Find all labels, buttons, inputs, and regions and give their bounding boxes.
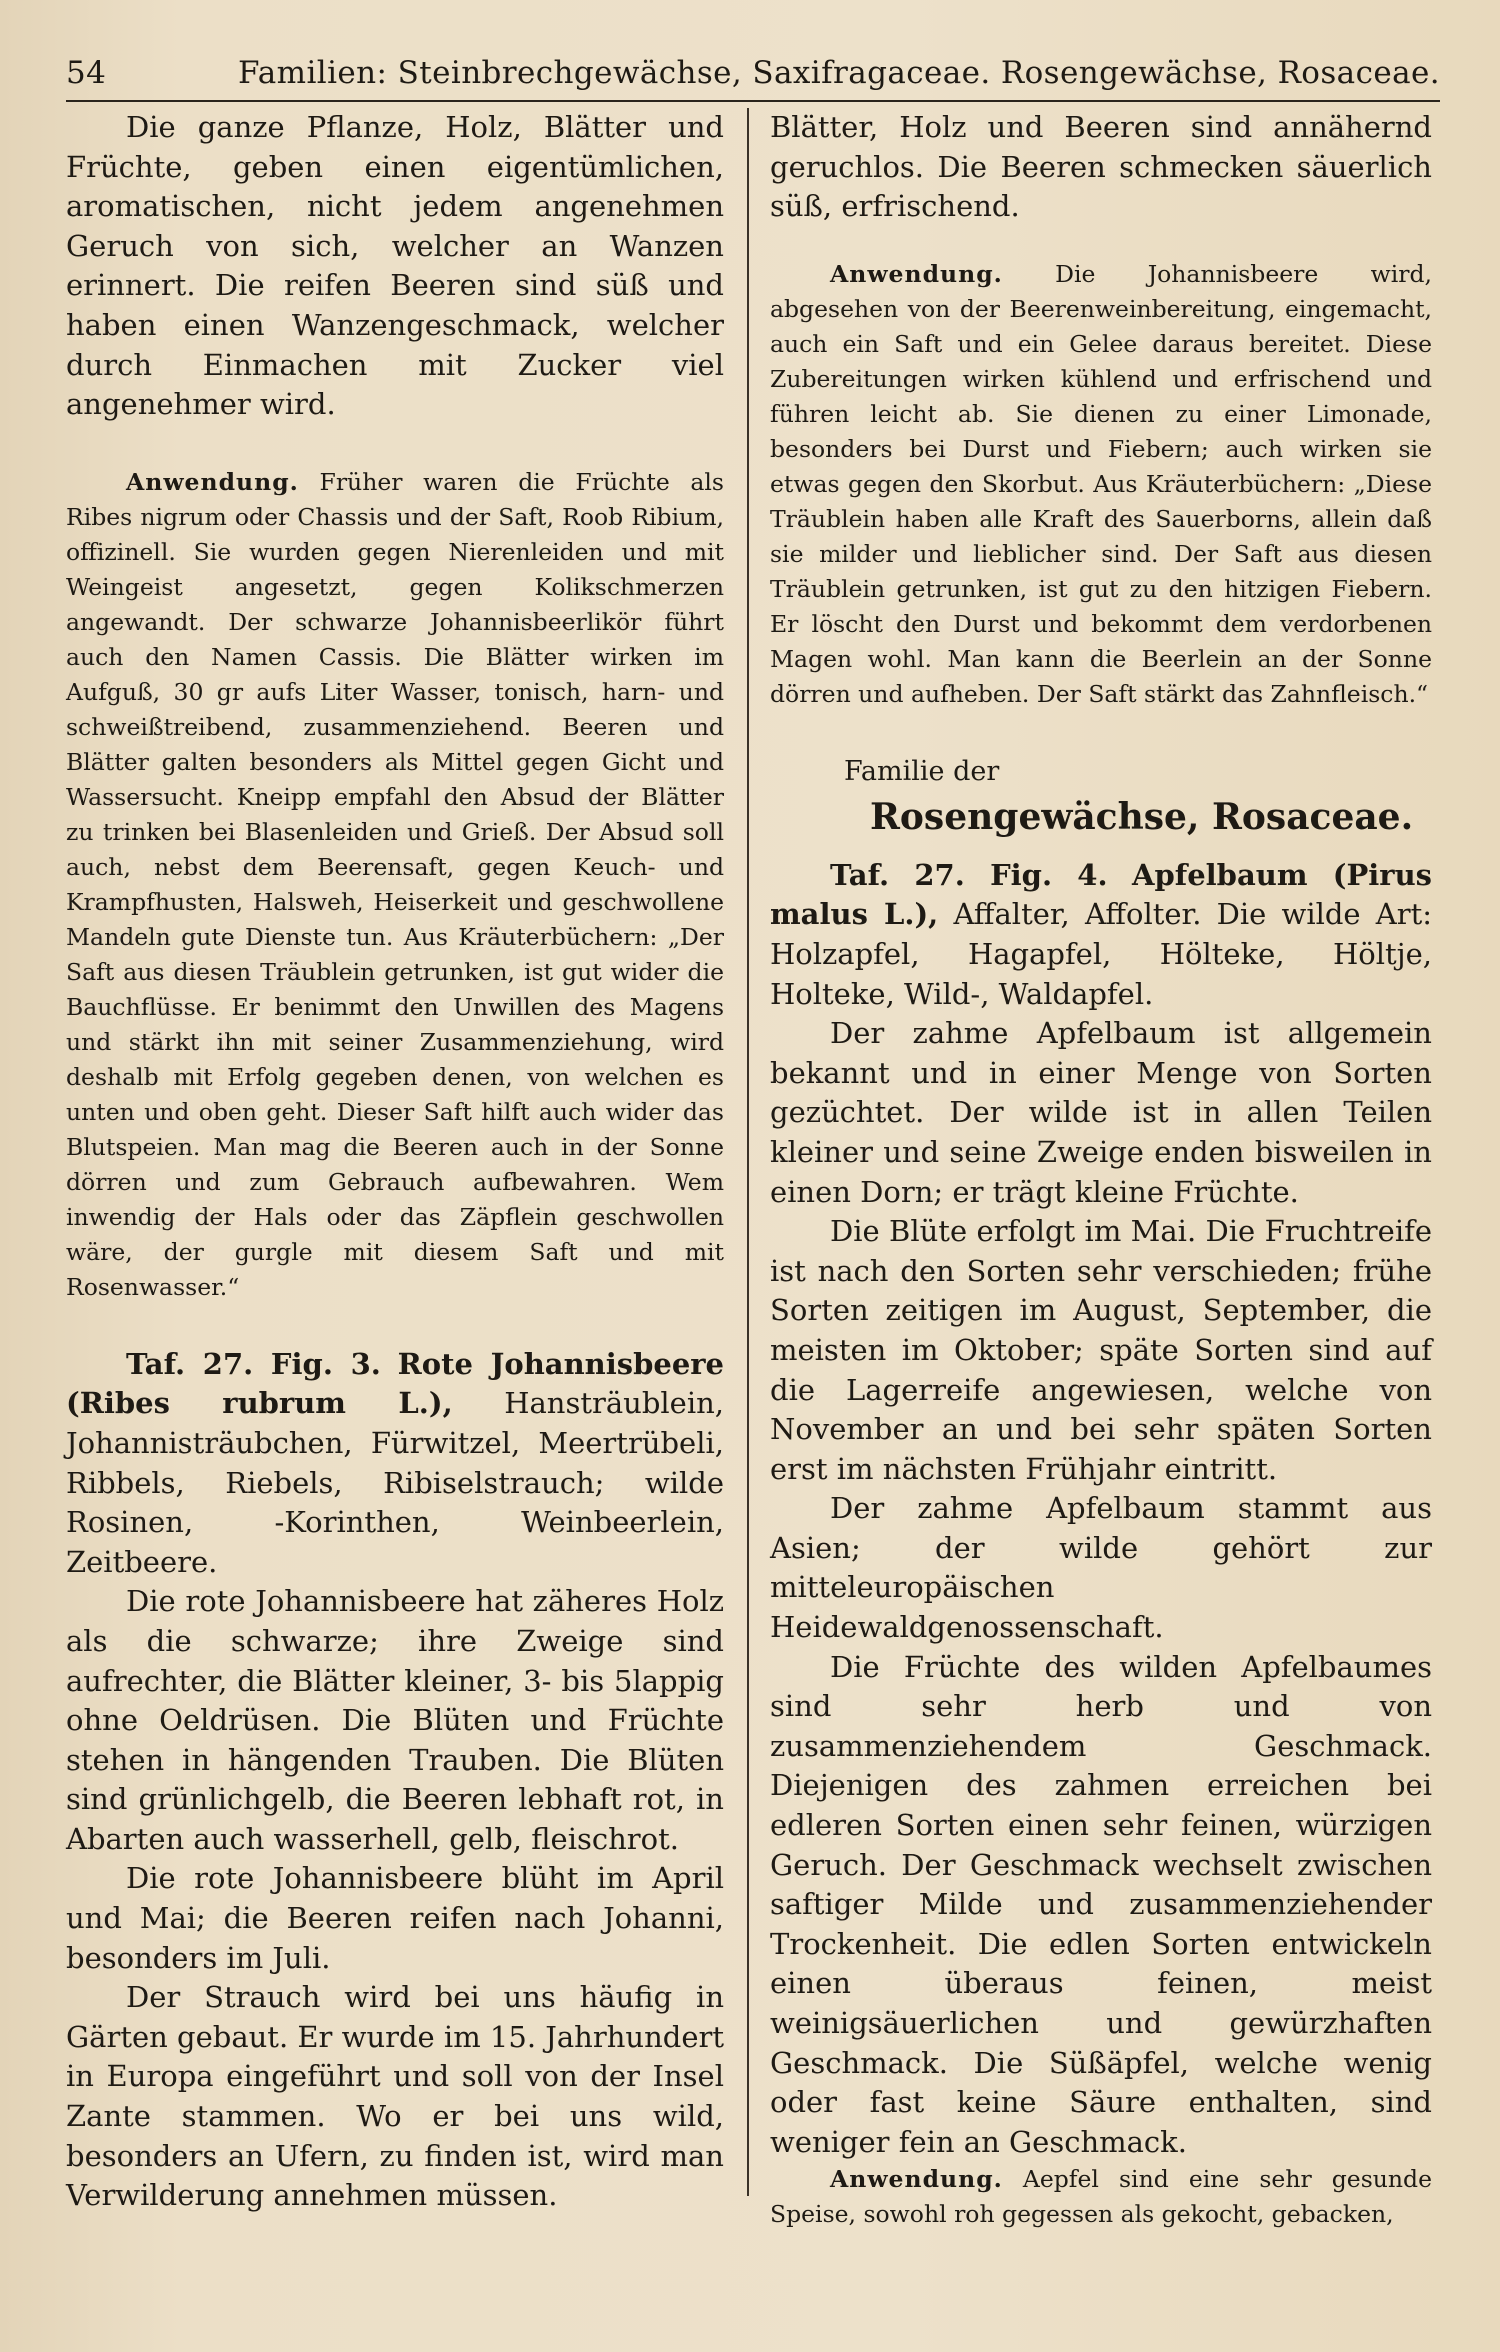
anwendung-schwarze [66, 465, 724, 1305]
right-column [770, 108, 1432, 2232]
anwendung-label: Anwendung. [126, 467, 299, 496]
page-number: 54 [66, 55, 107, 91]
species-synonyms: Affalter, Affolter. Die wilde Art: Holzapfel, Hagapfel, Hölteke, Höltje, Holteke, Wild-, Waldapfel. [770, 897, 1433, 1011]
anwendung-rote [770, 257, 1432, 712]
paragraph-apfel-geschmack: Die Früchte des wilden Apfelbaumes sind sehr herb und von zusammenziehendem Geschmack. Diejenigen des zahmen erreichen bei edleren Sorten einen sehr feinen, würzigen Geruch. Der Geschmack wechselt zwischen saftiger Milde und zusammenziehender Trockenheit. Die edlen Sorten entwickeln einen überaus feinen, meist weinigsäuerlichen und gewürzhaften Geschmack. Die Süßäpfel, welche wenig oder fast keine Säure enthalten, sind weniger fein an Geschmack. [770, 1649, 1432, 2159]
family-title: Rosengewächse, Rosaceae. [870, 795, 1414, 838]
species-name: Rote Johannisbeere (Ribes rubrum L.), [66, 1346, 724, 1421]
paragraph-apfel-herkunft: Der zahme Apfelbaum stammt aus Asien; der wilde gehört zur mitteleuropäischen Heidewaldgenossenschaft. [770, 1491, 1432, 1645]
running-title: Familien: Steinbrechgewächse, Saxifragaceae. Rosengewächse, Rosaceae. [238, 55, 1440, 91]
paragraph-apfel-beschreibung: Der zahme Apfelbaum ist allgemein bekannt und in einer Menge von Sorten gezüchtet. Der wilde ist in allen Teilen kleiner und seine Zweige enden bisweilen in einen Dorn; er trägt kleine Früchte. [770, 1016, 1432, 1209]
paragraph-rote-herkunft: Der Strauch wird bei uns häufig in Gärten gebaut. Er wurde im 15. Jahrhundert in Europa eingeführt und soll von der Insel Zante stammen. Wo er bei uns wild, besonders an Ufern, zu finden ist, wird man Verwilderung annehmen müssen. [66, 1980, 724, 2213]
species-name: Apfelbaum (Pirus malus L.), [770, 857, 1432, 932]
paragraph-rote-bluete: Die rote Johannisbeere blüht im April und Mai; die Beeren reifen nach Johanni, besonders im Juli. [66, 1861, 724, 1975]
paragraph-schwarze-geruch: Die ganze Pflanze, Holz, Blätter und Früchte, geben einen eigentümlichen, aromatischen, nicht jedem angenehmen Geruch von sich, welcher an Wanzen erinnert. Die reifen Beeren sind süß und haben einen Wanzengeschmack, welcher durch Einmachen mit Zucker viel angenehmer wird. [66, 110, 724, 422]
anwendung-apfel [770, 2162, 1432, 2232]
running-header [66, 50, 1440, 96]
anwendung-text: Aepfel sind eine sehr gesunde Speise, sowohl roh gegessen als gekocht, gebacken, [770, 2165, 1432, 2229]
paragraph-rote-geruch: Blätter, Holz und Beeren sind annähernd geruchlos. Die Beeren schmecken säuerlich süß, erfrischend. [770, 110, 1432, 224]
family-label: Familie der [844, 755, 1000, 787]
anwendung-label: Anwendung. [830, 2165, 1003, 2194]
column-divider [747, 108, 749, 2196]
left-column [66, 108, 724, 2216]
paragraph-rote-beschreibung: Die rote Johannisbeere hat zäheres Holz als die schwarze; ihre Zweige sind aufrechter, die Blätter kleiner, 3- bis 5lappig ohne Oeldrüsen. Die Blüten und Früchte stehen in hängenden Trauben. Die Blüten sind grünlichgelb, die Beeren lebhaft rot, in Abarten auch wasserhell, gelb, fleischrot. [66, 1584, 724, 1856]
plate-reference: Taf. 27. Fig. 4. [830, 857, 1108, 892]
entry-rote-johannisbeere [66, 1345, 724, 1583]
anwendung-text: Früher waren die Früchte als Ribes nigrum oder Chassis und der Saft, Roob Ribium, offizinell. Sie wurden gegen Nierenleiden und mit Weingeist angesetzt, gegen Kolikschmerzen angewandt. Der schwarze Johannisbeerlikör führt auch den Namen Cassis. Die Blätter wirken im Aufguß, 30 gr aufs Liter Wasser, tonisch, harn- und schweißtreibend, zusammenziehend. Beeren und Blätter galten besonders als Mittel gegen Gicht und Wassersucht. Kneipp empfahl den Absud der Blätter zu trinken bei Blasenleiden und Grieß. Der Absud soll auch, nebst dem Beerensaft, gegen Keuch- und Krampfhusten, Halsweh, Heiserkeit und geschwollene Mandeln gute Dienste tun. Aus Kräuterbüchern: „Der Saft aus diesen Träublein getrunken, ist gut wider die Bauchflüsse. Er benimmt den Unwillen des Magens und stärkt ihn mit seiner Zusammenziehung, wird deshalb mit Erfolg gegeben denen, von welchen es unten und oben geht. Dieser Saft hilft auch wider das Blutspeien. Man mag die Beeren auch in der Sonne dörren und zum Gebrauch aufbewahren. Wem inwendig der Hals oder das Zäpflein geschwollen wäre, der gurgle mit diesem Saft und mit Rosenwasser.“ [66, 467, 724, 1301]
anwendung-label: Anwendung. [830, 259, 1003, 288]
paragraph-apfel-bluete: Die Blüte erfolgt im Mai. Die Fruchtreife ist nach den Sorten sehr verschieden; frühe Sorten zeitigen im August, September, die meisten im Oktober; späte Sorten sind auf die Lagerreife angewiesen, welche von November an und bei sehr späten Sorten erst im nächsten Frühjahr eintritt. [770, 1214, 1432, 1486]
header-rule [66, 100, 1440, 102]
species-synonyms: Hansträublein, Johannisträubchen, Fürwitzel, Meertrübeli, Ribbels, Riebels, Ribiselstrauch; wilde Rosinen, -Korinthen, Weinbeerlein, Zeitbeere. [66, 1386, 724, 1579]
plate-reference: Taf. 27. Fig. 3. [126, 1346, 381, 1381]
anwendung-text: Die Johannisbeere wird, abgesehen von der Beerenweinbereitung, eingemacht, auch ein Saft und ein Gelee daraus bereitet. Diese Zubereitungen wirken kühlend und erfrischend und führen leicht ab. Sie dienen zu einer Limonade, besonders bei Durst und Fiebern; auch wirken sie etwas gegen den Skorbut. Aus Kräuterbüchern: „Diese Träublein haben alle Kraft des Sauerborns, allein daß sie milder und lieblicher sind. Der Saft aus diesen Träublein getrunken, ist gut zu den hitzigen Fiebern. Er löscht den Durst und bekommt dem verdorbenen Magen wohl. Man kann die Beerlein an der Sonne dörren und aufheben. Der Saft stärkt das Zahnfleisch.“ [770, 259, 1432, 708]
entry-apfelbaum [770, 856, 1432, 1014]
